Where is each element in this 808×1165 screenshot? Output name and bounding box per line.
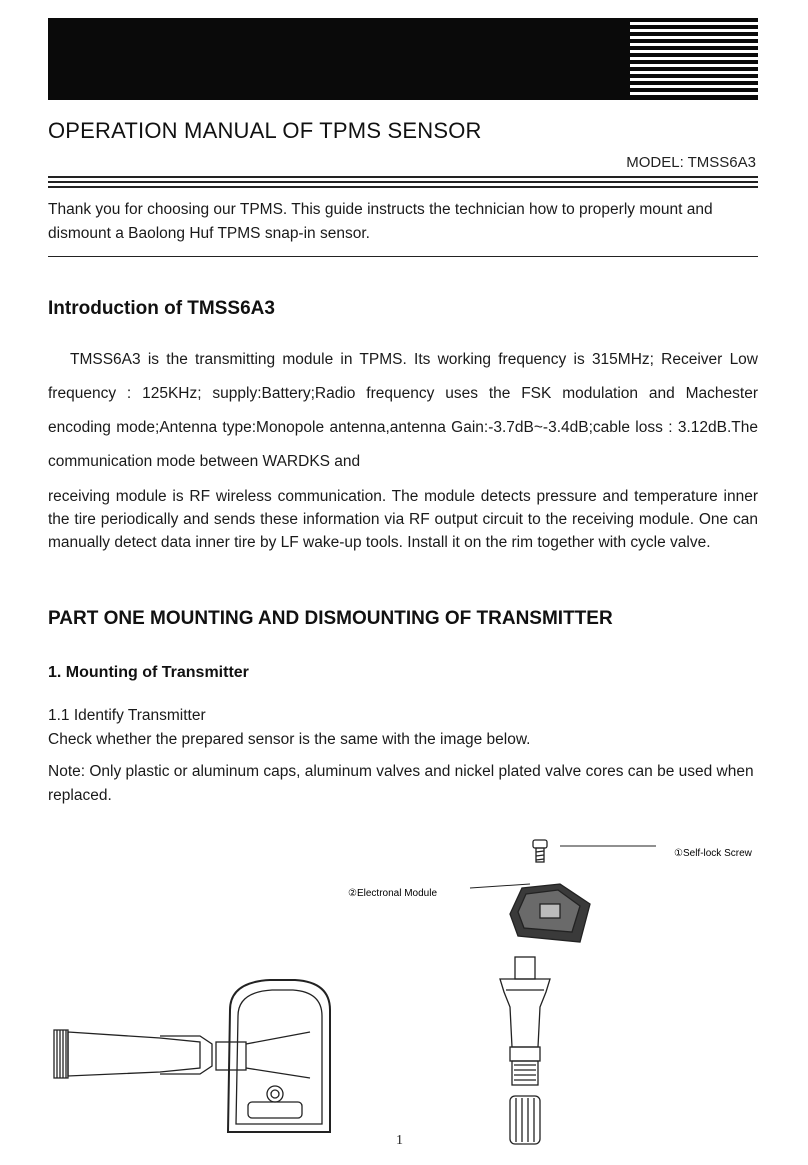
label-self-lock-screw: ①Self-lock Screw xyxy=(674,848,752,859)
assembled-sensor-drawing xyxy=(54,980,330,1132)
model-number: MODEL: TMSS6A3 xyxy=(626,154,756,171)
label-electronal-module: ②Electronal Module xyxy=(348,888,438,899)
divider-top-3 xyxy=(48,186,758,188)
self-lock-screw-drawing xyxy=(533,840,547,862)
step-title: 1.1 Identify Transmitter xyxy=(48,707,206,724)
section-heading: 1. Mounting of Transmitter xyxy=(48,664,249,681)
header-stripes xyxy=(630,18,758,100)
introduction-paragraph-a: TMSS6A3 is the transmitting module in TPMS. Its working frequency is 315MHz; Receiver Low frequency : 125KHz; supply:Battery;Radio frequency uses the FSK modulation and Machester encoding mode;Antenna type:Monopole antenna,antenna Gain:-3.7dB~-3.4dB;cable loss : 3.12dB.The communication mode between WARDKS and xyxy=(48,351,758,470)
divider-top-1 xyxy=(48,176,758,178)
step-text: Check whether the prepared sensor is the same with the image below. xyxy=(48,731,531,748)
divider-intro xyxy=(48,256,758,257)
sensor-figure xyxy=(40,832,768,1150)
note-text: Note: Only plastic or aluminum caps, aluminum valves and nickel plated valve cores can be used when replaced. xyxy=(48,763,754,804)
page-number: 1 xyxy=(396,1133,403,1148)
part-one-heading: PART ONE MOUNTING AND DISMOUNTING OF TRANSMITTER xyxy=(48,608,613,629)
intro-paragraph: Thank you for choosing our TPMS. This guide instructs the technician how to properly mount and dismount a Baolong Huf TPMS snap-in sensor. xyxy=(48,201,713,242)
divider-top-2 xyxy=(48,181,758,183)
introduction-heading: Introduction of TMSS6A3 xyxy=(48,298,275,319)
introduction-paragraph-b: receiving module is RF wireless communication. The module detects pressure and temperature inner the tire periodically and sends these information via RF output circuit to the receiving module. One can manually detect data inner tire by LF wake-up tools. Install it on the rim together with cycle valve. xyxy=(48,488,758,551)
document-title: OPERATION MANUAL OF TPMS SENSOR xyxy=(48,118,482,143)
valve-stem-drawing xyxy=(500,957,550,1144)
sensor-illustration xyxy=(40,832,768,1150)
electronic-module-drawing xyxy=(510,884,590,942)
